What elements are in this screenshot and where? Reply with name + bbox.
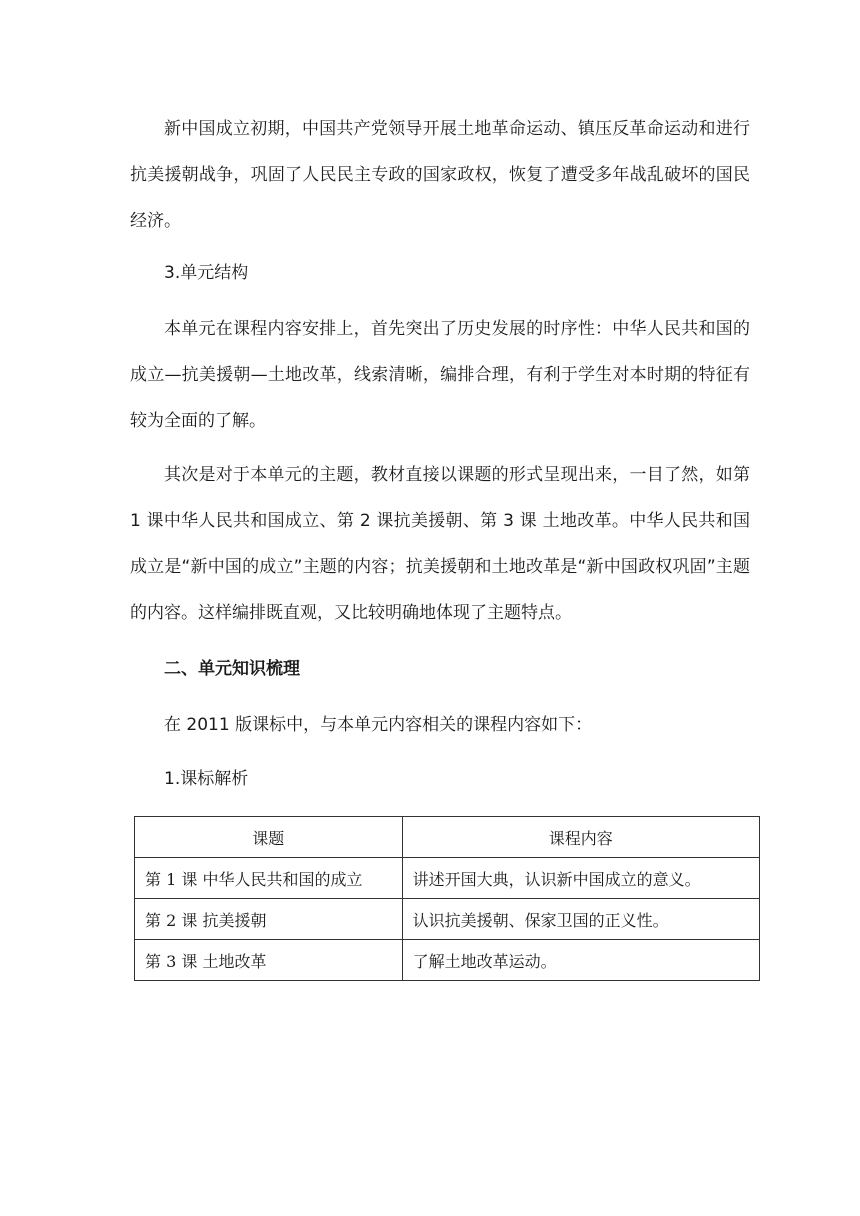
table-row bbox=[135, 858, 760, 899]
lesson-cell: 第 3 课 土地改革 bbox=[135, 940, 403, 981]
header-content: 课程内容 bbox=[402, 817, 759, 858]
heading-knowledge-review: 二、单元知识梳理 bbox=[164, 659, 300, 679]
paragraph-intro: 新中国成立初期，中国共产党领导开展土地革命运动、镇压反革命运动和进行抗美援朝战争，巩固了人民民主专政的国家政权，恢复了遭受多年战乱破坏的国民经济。 bbox=[130, 119, 750, 231]
curriculum-table bbox=[134, 816, 760, 981]
lesson-cell: 第 2 课 抗美援朝 bbox=[135, 899, 403, 940]
header-lesson: 课题 bbox=[135, 817, 403, 858]
heading-unit-structure: 3.单元结构 bbox=[164, 263, 249, 283]
content-cell: 了解土地改革运动。 bbox=[402, 940, 759, 981]
heading-standard-analysis: 1.课标解析 bbox=[164, 769, 249, 789]
paragraph-structure: 本单元在课程内容安排上，首先突出了历史发展的时序性：中华人民共和国的成立—抗美援朝—土地改革，线索清晰，编排合理，有利于学生对本时期的特征有较为全面的了解。 bbox=[130, 319, 750, 431]
paragraph-theme: 其次是对于本单元的主题，教材直接以课题的形式呈现出来，一目了然，如第 1 课中华人民共和国成立、第 2 课抗美援朝、第 3 课 土地改革。中华人民共和国成立是“新中国的成立”主题的内容；抗美援朝和土地改革是“新中国政权巩固”主题的内容。这样编排既直观，又比较明确地体现了主题特点。 bbox=[130, 465, 750, 623]
content-cell: 讲述开国大典，认识新中国成立的意义。 bbox=[402, 858, 759, 899]
table-row bbox=[135, 940, 760, 981]
content-cell: 认识抗美援朝、保家卫国的正义性。 bbox=[402, 899, 759, 940]
lesson-cell: 第 1 课 中华人民共和国的成立 bbox=[135, 858, 403, 899]
table-row bbox=[135, 899, 760, 940]
table-header-row bbox=[135, 817, 760, 858]
paragraph-curriculum-intro: 在 2011 版课标中，与本单元内容相关的课程内容如下： bbox=[164, 715, 593, 735]
